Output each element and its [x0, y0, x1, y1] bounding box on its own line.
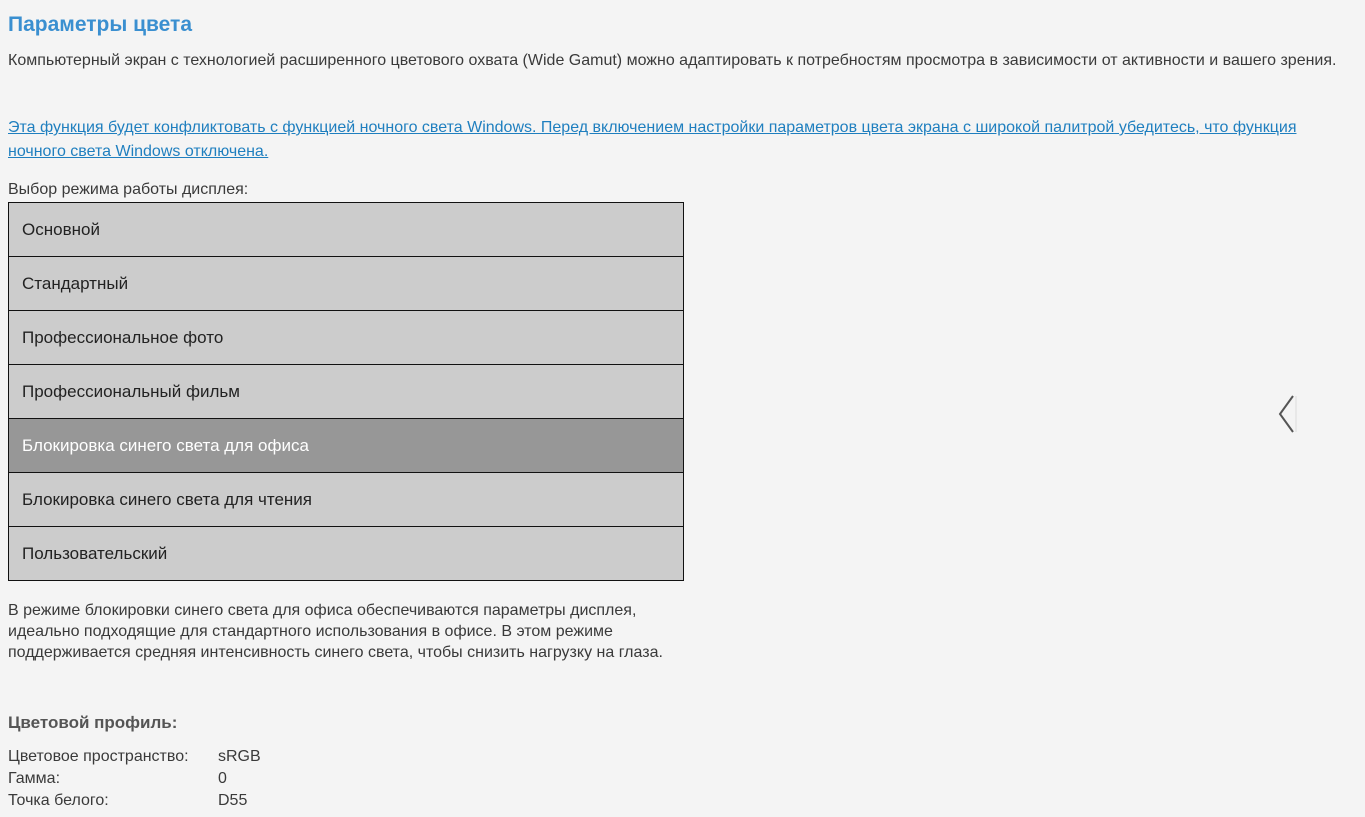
profile-row-color-space	[8, 746, 261, 768]
color-profile-table	[8, 746, 261, 812]
mode-item-label: Блокировка синего света для офиса	[22, 435, 309, 455]
warning-link-line-2[interactable]: ночного света Windows отключена.	[8, 143, 269, 160]
color-profile-heading: Цветовой профиль:	[8, 713, 178, 732]
night-light-warning-link[interactable]	[8, 116, 1343, 164]
display-mode-list	[8, 202, 684, 581]
back-button[interactable]	[1275, 392, 1299, 436]
profile-row-white-point	[8, 790, 261, 812]
profile-value: 0	[218, 770, 227, 787]
intro-text: Компьютерный экран с технологией расширенного цветового охвата (Wide Gamut) можно адаптировать к потребностям просмотра в зависимости от активности и вашего зрения.	[8, 52, 1337, 69]
mode-item-label: Профессиональный фильм	[22, 381, 240, 401]
profile-key: Цветовое пространство:	[8, 748, 189, 765]
mode-item-label: Блокировка синего света для чтения	[22, 489, 313, 509]
mode-item-custom[interactable]	[8, 526, 684, 581]
mode-item-label: Профессиональное фото	[22, 327, 224, 347]
profile-key: Гамма:	[8, 770, 61, 787]
mode-item-pro-photo[interactable]	[8, 310, 684, 365]
mode-description: В режиме блокировки синего света для офиса обеспечиваются параметры дисплея, идеально подходящие для стандартного использования в офисе. В этом режиме поддерживается средняя интенсивность синего света, чтобы снизить нагрузку на глаза.	[8, 602, 663, 661]
mode-item-label: Пользовательский	[22, 543, 168, 563]
profile-row-gamma	[8, 768, 261, 790]
chevron-left-icon	[1275, 392, 1299, 436]
mode-item-basic[interactable]	[8, 202, 684, 257]
profile-key: Точка белого:	[8, 792, 109, 809]
mode-selector-label: Выбор режима работы дисплея:	[8, 181, 249, 198]
mode-item-blue-light-reading[interactable]	[8, 472, 684, 527]
mode-item-pro-film[interactable]	[8, 364, 684, 419]
mode-item-blue-light-office[interactable]	[8, 418, 684, 473]
mode-item-label: Стандартный	[22, 273, 129, 293]
mode-item-label: Основной	[22, 219, 100, 239]
mode-item-standard[interactable]	[8, 256, 684, 311]
page-title: Параметры цвета	[8, 13, 193, 36]
profile-value: D55	[218, 792, 248, 809]
warning-link-line-1[interactable]: Эта функция будет конфликтовать с функцией ночного света Windows. Перед включением настройки параметров цвета экрана с широкой палитрой убедитесь, что функция	[8, 119, 1297, 136]
profile-value: sRGB	[218, 748, 261, 765]
